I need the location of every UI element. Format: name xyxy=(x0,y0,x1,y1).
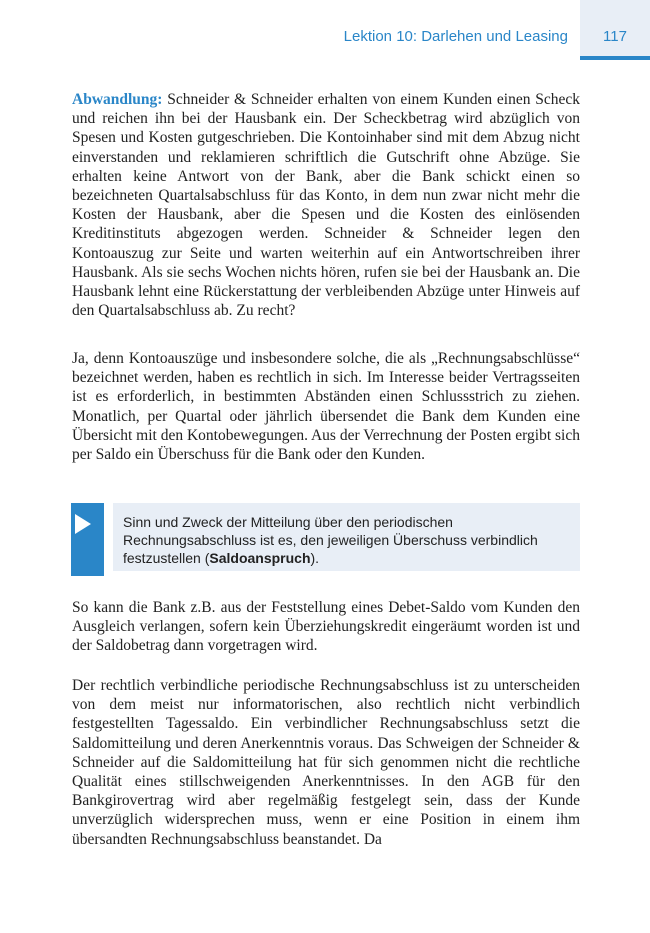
callout-text-after: ). xyxy=(310,550,320,566)
paragraph-abwandlung xyxy=(72,90,580,320)
callout-text-before: Sinn und Zweck der Mitteilung über den periodischen Rechnungsabschluss ist es, den jeweiligen Überschuss verbindlich festzustellen ( xyxy=(123,514,538,566)
callout-marker xyxy=(71,503,104,576)
paragraph-lead: Abwandlung: xyxy=(72,91,163,108)
paragraph-answer: Ja, denn Kontoauszüge und insbesondere solche, die als „Rechnungsabschlüsse“ bezeichnet werden, haben es rechtlich in sich. Im Interesse beider Vertragsseiten ist es erforderlich, in bestimmten Abständen einen Schlussstrich zu ziehen. Monatlich, per Quartal oder jährlich übersendet die Bank dem Kunden eine Übersicht mit den Kontobewegungen. Aus der Verrechnung der Posten ergibt sich per Saldo ein Überschuss für die Bank oder den Kunden. xyxy=(72,350,580,464)
arrow-right-icon xyxy=(75,514,91,534)
paragraph-rechnungsabschluss: Der rechtlich verbindliche periodische Rechnungsabschluss ist zu unterscheiden von dem meist nur informatorischen, also rechtlich nicht verbindlich festgestellten Tagessaldo. Ein verbindlicher Rechnungsabschluss setzt die Saldomitteilung und deren Anerkenntnis voraus. Das Schweigen der Schneider & Schneider auf die Saldomitteilung hat für sich genommen nicht die rechtliche Qualität eines stillschweigenden Anerkenntnisses. In den AGB für den Bankgirovertrag wird aber regelmäßig festgelegt sein, dass der Kunde unverzüglich widersprechen muss, wenn er eine Position in einem ihm übersandten Rechnungsabschluss beanstandet. Da xyxy=(72,677,580,848)
callout-text xyxy=(123,513,563,567)
paragraph-debet-saldo: So kann die Bank z.B. aus der Feststellung eines Debet-Saldo vom Kunden den Ausgleich verlangen, sofern kein Überziehungskredit eingeräumt worden ist und der Saldobetrag dann vorgetragen wird. xyxy=(72,599,580,655)
page-number: 117 xyxy=(603,28,627,45)
page-header xyxy=(0,0,650,60)
callout-term: Saldoanspruch xyxy=(209,550,311,566)
paragraph-text: Schneider & Schneider erhalten von einem Kunden einen Scheck und reichen ihn bei der Hausbank ein. Der Scheckbetrag wird abzüglich von Spesen und Kosten gutgeschrieben. Die Kontoinhaber sind mit dem Abzug nicht einverstanden und reklamieren schriftlich die Gutschrift ohne Abzüge. Sie erhalten keine Antwort von der Bank, aber die Bank schickt einen so bezeichneten Quartalsabschluss für das Konto, in dem nun zwar nicht mehr die Kosten der Hausbank, aber die Spesen und die Kosten des einlösenden Kreditinstituts abgezogen werden. Schneider & Schneider legen den Kontoauszug zur Seite und warten weiterhin auf ein Antwortschreiben ihrer Hausbank. Als sie sechs Wochen nichts hören, rufen sie bei der Hausbank an. Die Hausbank lehnt eine Rückerstattung der verbleibenden Abzüge unter Hinweis auf den Quartalsabschluss ab. Zu recht? xyxy=(72,91,580,320)
chapter-title: Lektion 10: Darlehen und Leasing xyxy=(343,28,568,45)
callout-box xyxy=(71,503,580,576)
page-number-box xyxy=(580,0,650,60)
